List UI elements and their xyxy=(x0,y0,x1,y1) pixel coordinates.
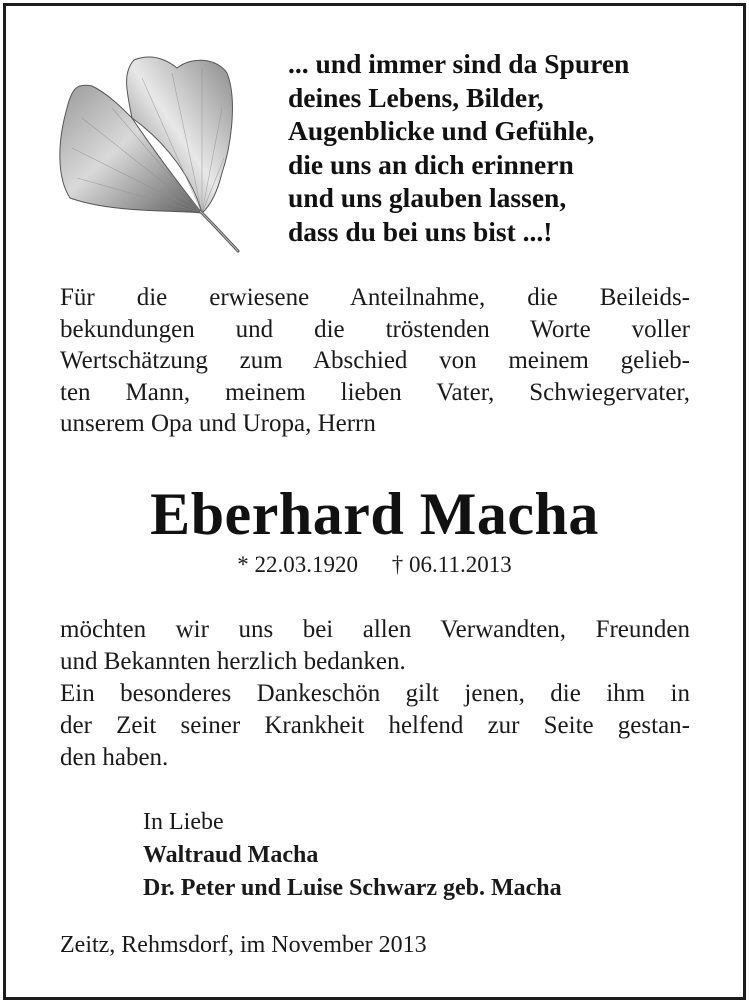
intro-line: bekundungen und die tröstenden Worte voller xyxy=(60,315,690,343)
signer-name: Dr. Peter und Luise Schwarz geb. Macha xyxy=(143,875,562,901)
signature-block xyxy=(143,806,562,905)
life-dates xyxy=(0,550,749,580)
birth-date: * 22.03.1920 xyxy=(237,552,359,577)
motto-line: und uns glauben lassen, xyxy=(288,182,567,213)
closing-phrase: In Liebe xyxy=(143,809,224,835)
motto-line: die uns an dich erinnern xyxy=(288,148,574,180)
deceased-name: Eberhard Macha xyxy=(150,481,599,547)
motto-line: Augenblicke und Gefühle, xyxy=(288,115,595,146)
thanks-line: Ein besonderes Dankeschön gilt jenen, die ihm in xyxy=(60,680,690,707)
intro-line: ten Mann, meinem lieben Vater, Schwiegervater, xyxy=(60,378,690,406)
intro-line: Für die erwiesene Anteilnahme, die Beileids- xyxy=(60,284,690,311)
thanks-line: möchten wir uns bei allen Verwandten, Freunden xyxy=(60,616,690,643)
motto-verse xyxy=(288,47,629,248)
death-date: † 06.11.2013 xyxy=(391,552,512,577)
thanks-line: und Bekannten herzlich bedanken. xyxy=(60,648,406,675)
intro-paragraph xyxy=(60,282,690,440)
motto-line: ... und immer sind da Spuren xyxy=(288,48,630,79)
place-and-date: Zeitz, Rehmsdorf, im November 2013 xyxy=(60,932,427,958)
intro-line: unserem Opa und Uropa, Herrn xyxy=(60,410,376,437)
motto-line: dass du bei uns bist ...! xyxy=(288,215,553,247)
intro-line: Wertschätzung zum Abschied von meinem gelieb- xyxy=(60,347,690,374)
motto-line: deines Lebens, Bilder, xyxy=(288,81,544,113)
ginkgo-leaf-icon xyxy=(52,48,252,258)
thanks-line: der Zeit seiner Krankheit helfend zur Seite gestan- xyxy=(60,712,690,739)
thanks-line: den haben. xyxy=(60,744,169,771)
thanks-paragraph xyxy=(60,614,690,774)
signer-name: Waltraud Macha xyxy=(143,842,319,868)
